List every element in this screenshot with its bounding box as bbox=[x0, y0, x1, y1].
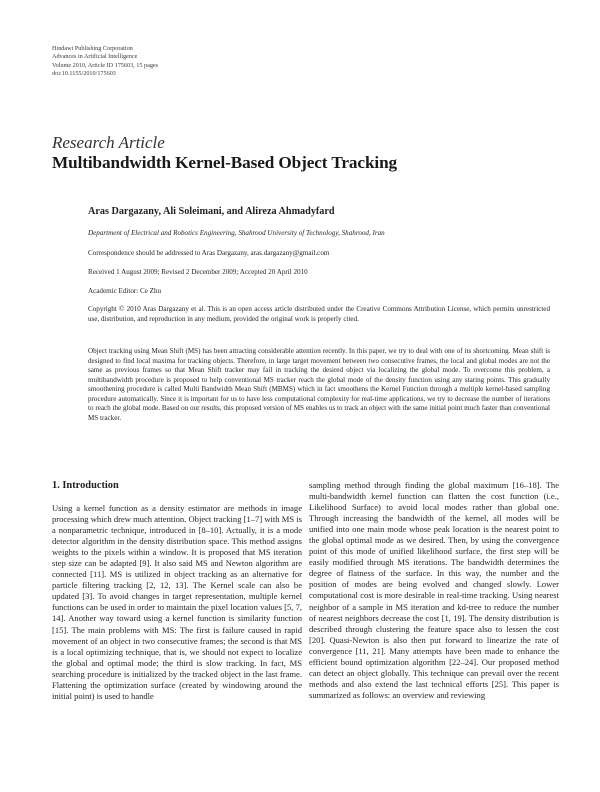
author-list: Aras Dargazany, Ali Soleimani, and Alireza Ahmadyfard bbox=[88, 206, 335, 217]
intro-paragraph-right: sampling method through finding the global maximum [16–18]. The multi-bandwidth kernel function can flatten the cost function (i.e., Likelihood Surface) to avoid local modes rather than global one. Through increasing the bandwidth of the kernel, all modes will be unified into one main mode whose peak location is the nearest point to the global optimal mode as we desired. Then, by using the convergence point of this mode of unified likelihood surface, the first step will be easily modified through MS iterations. The bandwidth determines the degree of flatness of the surface. In this way, the number and the position of modes are being evolved and changed slowly. Lower computational cost is more desirable in real-time tracking. Using nearest neighbor of a sample in MS iteration and kd-tree to reduce the number of nearest neighbors decrease the cost [1, 19]. The density distribution is described through clustering the feature space also to lessen the cost [20]. Quasi-Newton is also then put forward to linearize the rate of convergence [11, 21]. Many attempts have been made to enhance the efficient bound optimization algorithm [22–24]. Our proposed method can detect an object globally. This technique can prevail over the recent methods and also extend the last technical efforts [25]. This paper is summarized as follows: an overview and reviewing bbox=[309, 480, 559, 700]
body-column-left bbox=[52, 503, 302, 702]
correspondence-line: Correspondence should be addressed to Aras Dargazany, aras.dargazany@gmail.com bbox=[88, 249, 330, 257]
section-heading: 1. Introduction bbox=[52, 480, 119, 491]
article-type: Research Article bbox=[52, 133, 165, 152]
doi-line: doi:10.1155/2010/175603 bbox=[52, 69, 116, 77]
intro-paragraph-left: Using a kernel function as a density estimator are methods in image processing which drew much attention. Object tracking [1–7] with MS is a nonparametric technique, introduced in [8–10]. Actually, it is a mode detector algorithm in the density distribution space. This method assigns weights to the pixels within a window. It is proposed that MS iteration step size can be adapted [9]. It also said MS and Newton algorithm are connected [11]. MS is utilized in object tracking as an alternative for particle filtering tracking [2, 12, 13]. The Kernel scale can also be updated [3]. To avoid changes in target representation, multiple kernel functions can be used in order to maintain the pixel location values [5, 7, 14]. Another way toward using a kernel function is similarity function [15]. The main problems with MS: The first is failure caused in rapid movement of an object in two consecutive frames; the second is that MS is a local optimizing technique, that is, we should not expect to localize the global and optimal mode; the third is slow tracking. In fact, MS searching procedure is initialized by the tracked object in the last frame. Flattening the optimization surface (created by windowing around the initial point) is used to handle bbox=[52, 503, 302, 701]
affiliation: Department of Electrical and Robotics Engineering, Shahrood University of Technology, Shahrood, Iran bbox=[88, 229, 385, 237]
journal-info bbox=[52, 45, 158, 78]
body-column-right bbox=[309, 480, 559, 701]
academic-editor: Academic Editor: Ce Zhu bbox=[88, 287, 162, 295]
received-dates: Received 1 August 2009; Revised 2 December 2009; Accepted 20 April 2010 bbox=[88, 268, 308, 276]
journal-name: Advances in Artificial Intelligence bbox=[52, 53, 138, 61]
abstract: Object tracking using Mean Shift (MS) has been attracting considerable attention recently. In this paper, we try to deal with one of its shortcoming. Mean shift is designed to find local maxima for tracking objects. Therefore, in large target movement between two consecutive frames, the local and global modes are not the same as previous frames so that Mean Shift tracker may fail in tracking the desired object via localizing the global mode. To overcome this problem, a multibandwidth procedure is proposed to help conventional MS tracker reach the global mode of the density function using any staring points. This gradually smoothening procedure is called Multi Bandwidth Mean Shift (MBMS) which in fact smoothens the Kernel Function through a multiple kernel-based sampling procedure automatically. Since it is important for us to have less computational complexity for real-time applications, we try to decrease the number of iterations to reach the global mode. Based on our results, this proposed version of MS enables us to track an object with the same initial point much faster than conventional MS tracker. bbox=[88, 347, 550, 422]
volume-line: Volume 2010, Article ID 175603, 15 pages bbox=[52, 61, 159, 69]
publisher-name: Hindawi Publishing Corporation bbox=[52, 45, 133, 52]
paper-title: Multibandwidth Kernel-Based Object Tracking bbox=[52, 153, 398, 172]
copyright-notice: Copyright © 2010 Aras Dargazany et al. This is an open access article distributed under the Creative Commons Attribution License, which permits unrestricted use, distribution, and reproduction in any medium, provided the original work is properly cited. bbox=[88, 305, 550, 323]
